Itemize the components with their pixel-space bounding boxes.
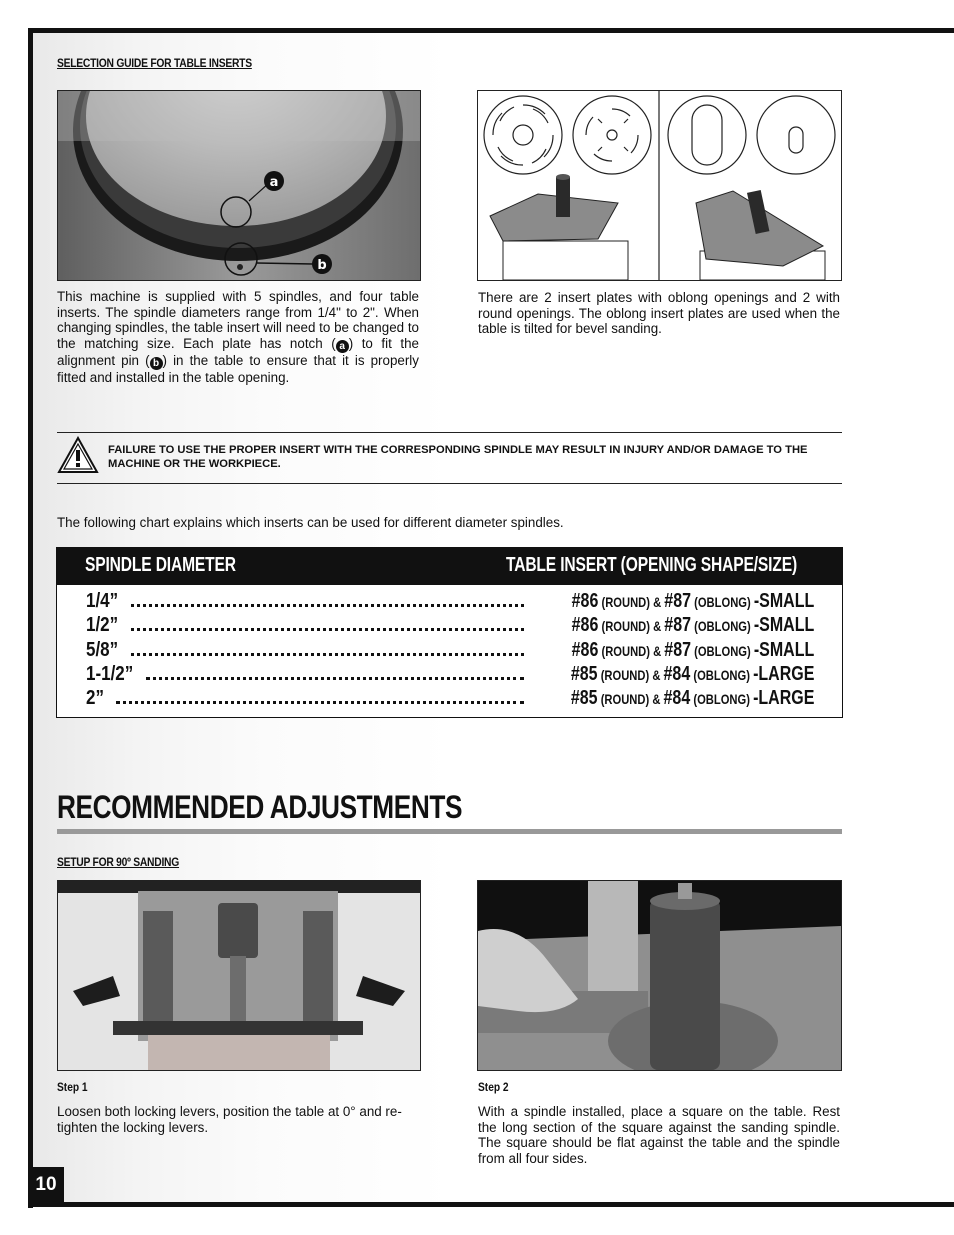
page-frame-left	[28, 28, 33, 1208]
table-insert-value	[571, 614, 814, 637]
page-frame-bottom	[28, 1202, 954, 1207]
insert-oblong-no: #87	[664, 638, 691, 661]
insert-plates-description: There are 2 insert plates with oblong openings and 2 with round openings. The oblong insert plates are used when the table is tilted for bevel sanding.	[478, 290, 840, 337]
description-part-3: ) in the table to ensure that it is properly fitted and installed in the table opening.	[57, 352, 419, 385]
table-insert-value	[570, 687, 814, 710]
chart-row	[86, 687, 814, 711]
spindle-diameter-value: 5/8”	[86, 638, 119, 661]
setup-90-heading: SETUP FOR 90º SANDING	[57, 855, 180, 869]
selection-guide-heading: SELECTION GUIDE FOR TABLE INSERTS	[57, 56, 252, 70]
insert-round-no: #86	[571, 590, 599, 612]
warning-bottom-rule	[57, 483, 842, 484]
insert-round-word: (ROUND) &	[598, 594, 665, 610]
section-rule	[57, 829, 842, 834]
selection-guide-description	[57, 289, 419, 385]
insert-round-word: (ROUND) &	[597, 666, 664, 683]
spindle-diameter-value: 2”	[86, 687, 104, 710]
insert-oblong-no: #84	[663, 687, 690, 710]
insert-oblong-word: (OBLONG)	[690, 642, 754, 659]
column-header-table-insert: TABLE INSERT (OPENING SHAPE/SIZE)	[506, 554, 797, 576]
table-insert-value	[571, 639, 814, 662]
description-part-2: ) to fit the alignment pin (	[57, 335, 419, 368]
step2-text: With a spindle installed, place a square on the table. Rest the long section of the square against the sanding spindle. The square should be flat against the table and the spindle from all four sides.	[478, 1104, 840, 1166]
insert-round-word: (ROUND) &	[598, 618, 665, 635]
description-part-1: This machine is supplied with 5 spindles, and four table inserts. The spindle diameters range from 1/4" to 2". When changing spindles, the table insert will need to be changed to the matching size. Each plate has notch (	[57, 289, 419, 351]
insert-size: -LARGE	[752, 662, 814, 685]
table-insert-value	[571, 590, 814, 613]
insert-oblong-word: (OBLONG)	[689, 691, 753, 708]
oblong-insert-plate-large	[668, 96, 746, 174]
step2-label: Step 2	[478, 1080, 509, 1094]
step1-label: Step 1	[57, 1080, 88, 1094]
step1-text: Loosen both locking levers, position the table at 0° and re-tighten the locking levers.	[57, 1104, 402, 1135]
dot-leader	[131, 653, 524, 656]
dot-leader	[131, 604, 524, 607]
insert-oblong-word: (OBLONG)	[690, 618, 754, 635]
insert-oblong-word: (OBLONG)	[690, 594, 754, 610]
column-header-spindle-diameter: SPINDLE DIAMETER	[85, 554, 236, 576]
step2-photo	[477, 880, 842, 1071]
inline-callout-a: a	[336, 340, 349, 353]
insert-oblong-no: #87	[664, 590, 691, 612]
section-heading-recommended-adjustments: RECOMMENDED ADJUSTMENTS	[57, 789, 463, 825]
insert-round-word: (ROUND) &	[598, 642, 665, 659]
warning-text: FAILURE TO USE THE PROPER INSERT WITH THE CORRESPONDING SPINDLE MAY RESULT IN INJURY AND/OR DAMAGE TO THE MACHINE OR THE WORKPIECE.	[108, 444, 808, 470]
chart-row	[86, 614, 814, 638]
insert-plates-illustration	[477, 90, 842, 281]
page-frame-top	[28, 28, 954, 33]
insert-round-no: #86	[571, 638, 599, 661]
table-insert-value	[570, 663, 814, 686]
warning-top-rule	[57, 432, 842, 433]
page-number: 10	[28, 1167, 64, 1207]
step1-photo	[57, 880, 421, 1071]
chart-row	[86, 663, 814, 687]
insert-closeup-photo	[57, 90, 421, 281]
spindle-diameter-value: 1/4”	[86, 590, 119, 612]
insert-round-word: (ROUND) &	[597, 691, 664, 708]
oblong-insert-plate-small	[757, 96, 835, 174]
insert-oblong-no: #87	[664, 614, 691, 637]
dot-leader	[146, 677, 524, 680]
callout-a-label: a	[269, 175, 279, 190]
insert-size: -SMALL	[753, 638, 814, 661]
dot-leader	[131, 628, 524, 631]
insert-chart-header	[57, 548, 842, 585]
insert-oblong-no: #84	[663, 662, 690, 685]
chart-row	[86, 639, 814, 663]
spindle-diameter-value: 1/2”	[86, 614, 119, 637]
round-insert-plate-2	[573, 96, 651, 174]
chart-intro-text: The following chart explains which inserts can be used for different diameter spindles.	[57, 515, 564, 530]
insert-round-no: #85	[570, 687, 598, 710]
insert-size: -SMALL	[753, 614, 814, 637]
insert-chart	[56, 547, 843, 718]
insert-size: -LARGE	[752, 687, 814, 710]
round-insert-plate-1	[484, 96, 562, 174]
callout-b-label: b	[317, 258, 327, 273]
chart-row	[86, 590, 814, 614]
inline-callout-b: b	[150, 357, 163, 370]
insert-oblong-word: (OBLONG)	[689, 666, 753, 683]
insert-round-no: #86	[571, 614, 599, 637]
spindle-diameter-value: 1-1/2”	[86, 662, 134, 685]
insert-round-no: #85	[570, 662, 598, 685]
insert-size: -SMALL	[753, 590, 814, 612]
warning-triangle-icon	[57, 436, 99, 474]
dot-leader	[116, 701, 524, 704]
